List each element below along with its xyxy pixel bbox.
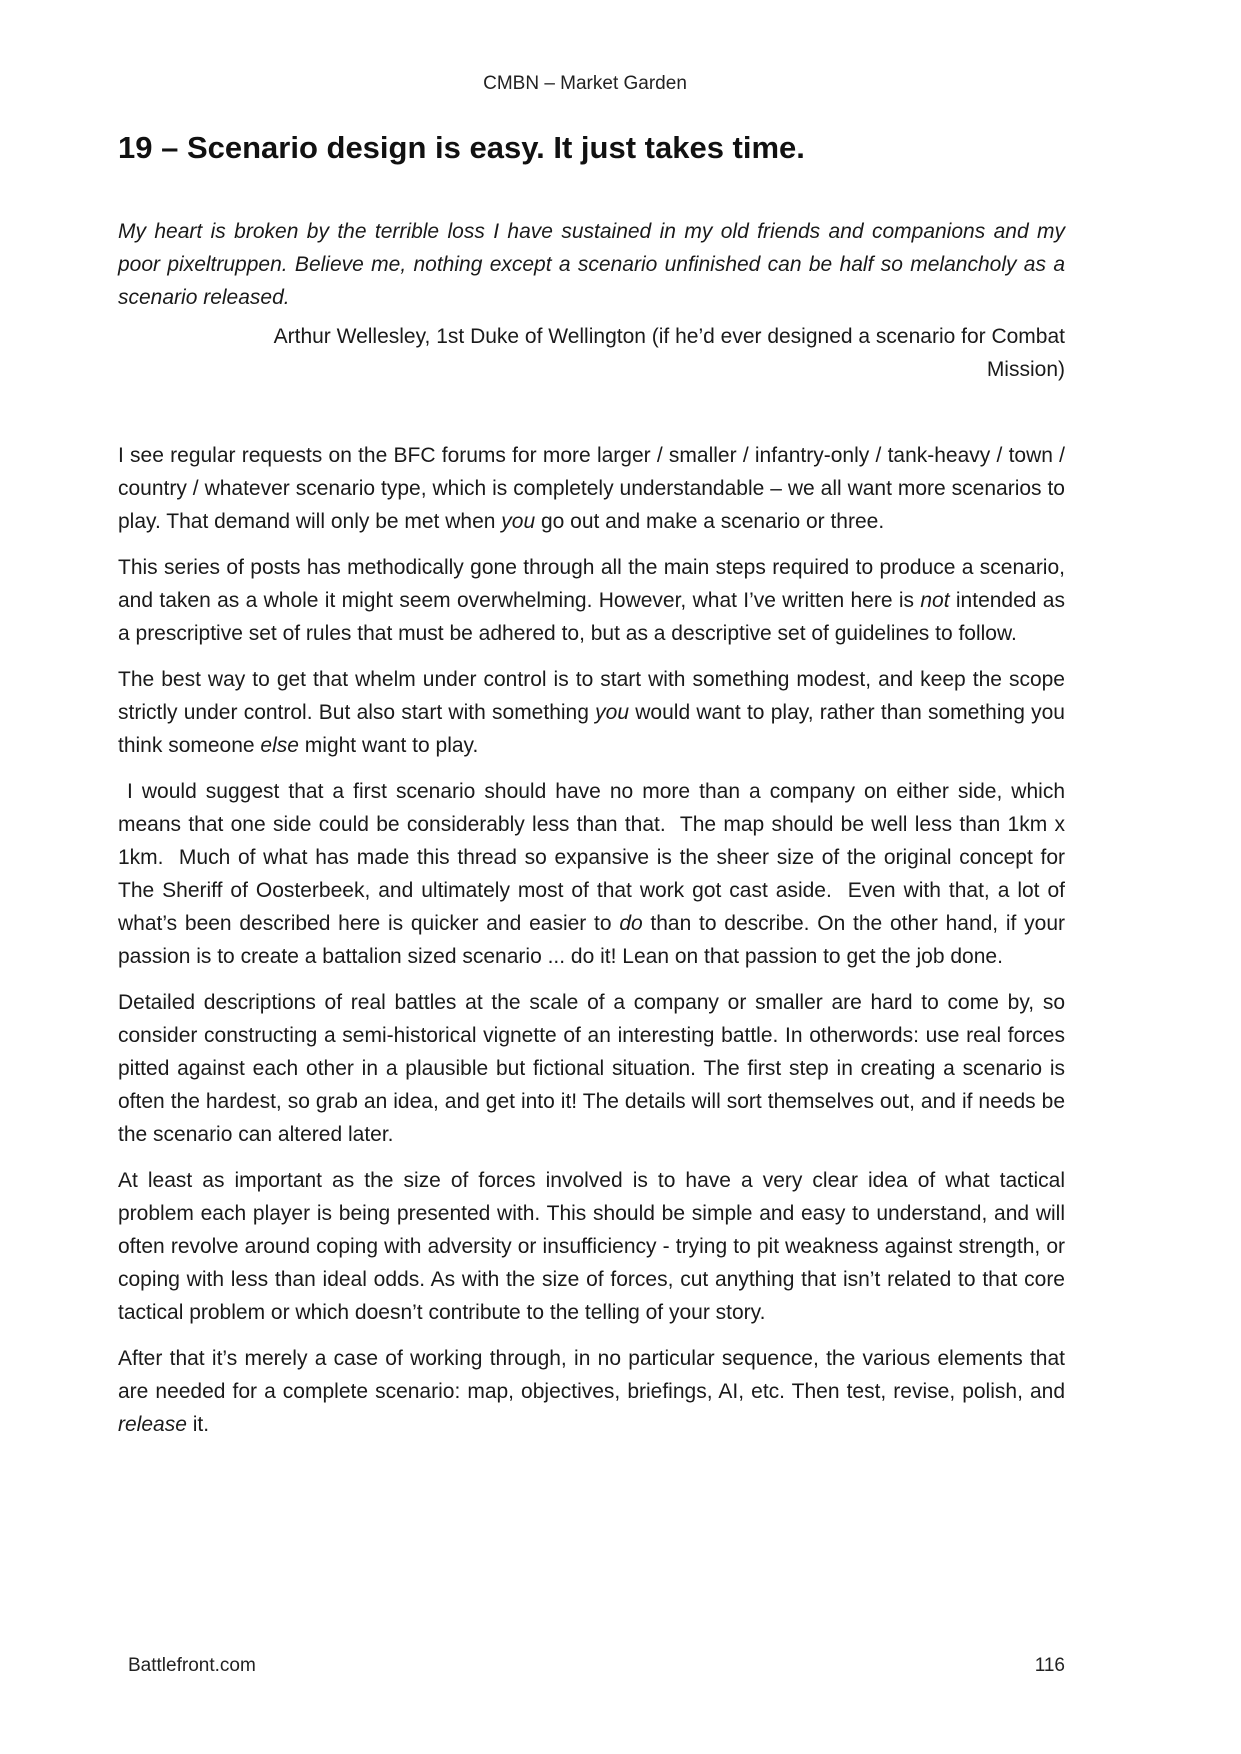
paragraph-text: Detailed descriptions of real battles at the scale of a company or smaller are hard to come by, so consider constructing a semi-historical vignette of an interesting battle. In otherwords: use real forces pitted against each other in a plausible but fictional situation. The first step in creating a scenario is often the hardest, so grab an idea, and get into it! The details will sort themselves out, and if needs be the scenario can altered later. xyxy=(118,991,1065,1147)
emphasis-text: you xyxy=(595,701,630,725)
emphasis-text: else xyxy=(260,734,299,758)
emphasis-text: not xyxy=(920,589,950,613)
paragraph-text: it. xyxy=(186,1413,210,1437)
footer-site: Battlefront.com xyxy=(128,1655,256,1676)
chapter-title: 19 – Scenario design is easy. It just takes time. xyxy=(118,130,805,165)
paragraph-1 xyxy=(118,439,1065,538)
paragraph-text: After that it’s merely a case of working through, in no particular sequence, the various elements that are needed for a complete scenario: map, objectives, briefings, AI, etc. Then test, revise, polish, and xyxy=(118,1347,1065,1404)
paragraph-6 xyxy=(118,1164,1065,1329)
paragraph-text: than to describe. On the other hand, if your passion is to create a battalion sized scenario ... do it! Lean on that passion to get the job done. xyxy=(118,912,1065,969)
paragraph-text: This series of posts has methodically gone through all the main steps required to produce a scenario, and taken as a whole it might seem overwhelming. However, what I’ve written here is xyxy=(118,556,1065,613)
paragraph-5 xyxy=(118,986,1065,1151)
paragraph-7 xyxy=(118,1342,1065,1441)
emphasis-text: you xyxy=(501,510,536,534)
paragraph-text: I see regular requests on the BFC forums for more larger / smaller / infantry-only / tank-heavy / town / country / whatever scenario type, which is completely understandable – we all want more scenarios to play. That demand will only be met when xyxy=(118,444,1065,534)
paragraph-text: might want to play. xyxy=(298,734,479,758)
paragraph-2 xyxy=(118,551,1065,650)
paragraph-4 xyxy=(118,775,1071,973)
paragraph-3 xyxy=(118,663,1065,762)
paragraph-text: go out and make a scenario or three. xyxy=(535,510,885,534)
epigraph-quote: My heart is broken by the terrible loss I have sustained in my old friends and companions and my poor pixeltruppen. Believe me, nothing except a scenario unfinished can be half so melancholy as a scenario released. xyxy=(118,220,1065,310)
paragraph-text: I would suggest that a first scenario should have no more than a company on either side, which means that one side could be considerably less than that. The map should be well less than 1km x 1km. Much of what has made this thread so expansive is the sheer size of the original concept for The Sheriff of Oosterbeek, and ultimately most of that work got cast aside. Even with that, a lot of what’s been described here is quicker and easier to xyxy=(118,780,1071,936)
page-number: 116 xyxy=(1034,1655,1065,1676)
page-content xyxy=(118,128,1071,1454)
paragraph-text: At least as important as the size of forces involved is to have a very clear idea of what tactical problem each player is being presented with. This should be simple and easy to understand, and will often revolve around coping with adversity or insufficiency - trying to pit weakness against strength, or coping with less than ideal odds. As with the size of forces, cut anything that isn’t related to that core tactical problem or which doesn’t contribute to the telling of your story. xyxy=(118,1169,1065,1325)
emphasis-text: do xyxy=(619,912,643,936)
paragraph-text: would want to play, rather than something you think someone xyxy=(118,701,1065,758)
paragraph-text: intended as a prescriptive set of rules that must be adhered to, but as a descriptive set of guidelines to follow. xyxy=(118,589,1065,646)
running-header: CMBN – Market Garden xyxy=(483,73,687,94)
emphasis-text: release xyxy=(118,1413,187,1437)
paragraph-text: The best way to get that whelm under control is to start with something modest, and keep the scope strictly under control. But also start with something xyxy=(118,668,1065,725)
body-text xyxy=(118,439,1071,1441)
epigraph-attribution: Arthur Wellesley, 1st Duke of Wellington (if he’d ever designed a scenario for Combat Mission) xyxy=(273,325,1065,382)
